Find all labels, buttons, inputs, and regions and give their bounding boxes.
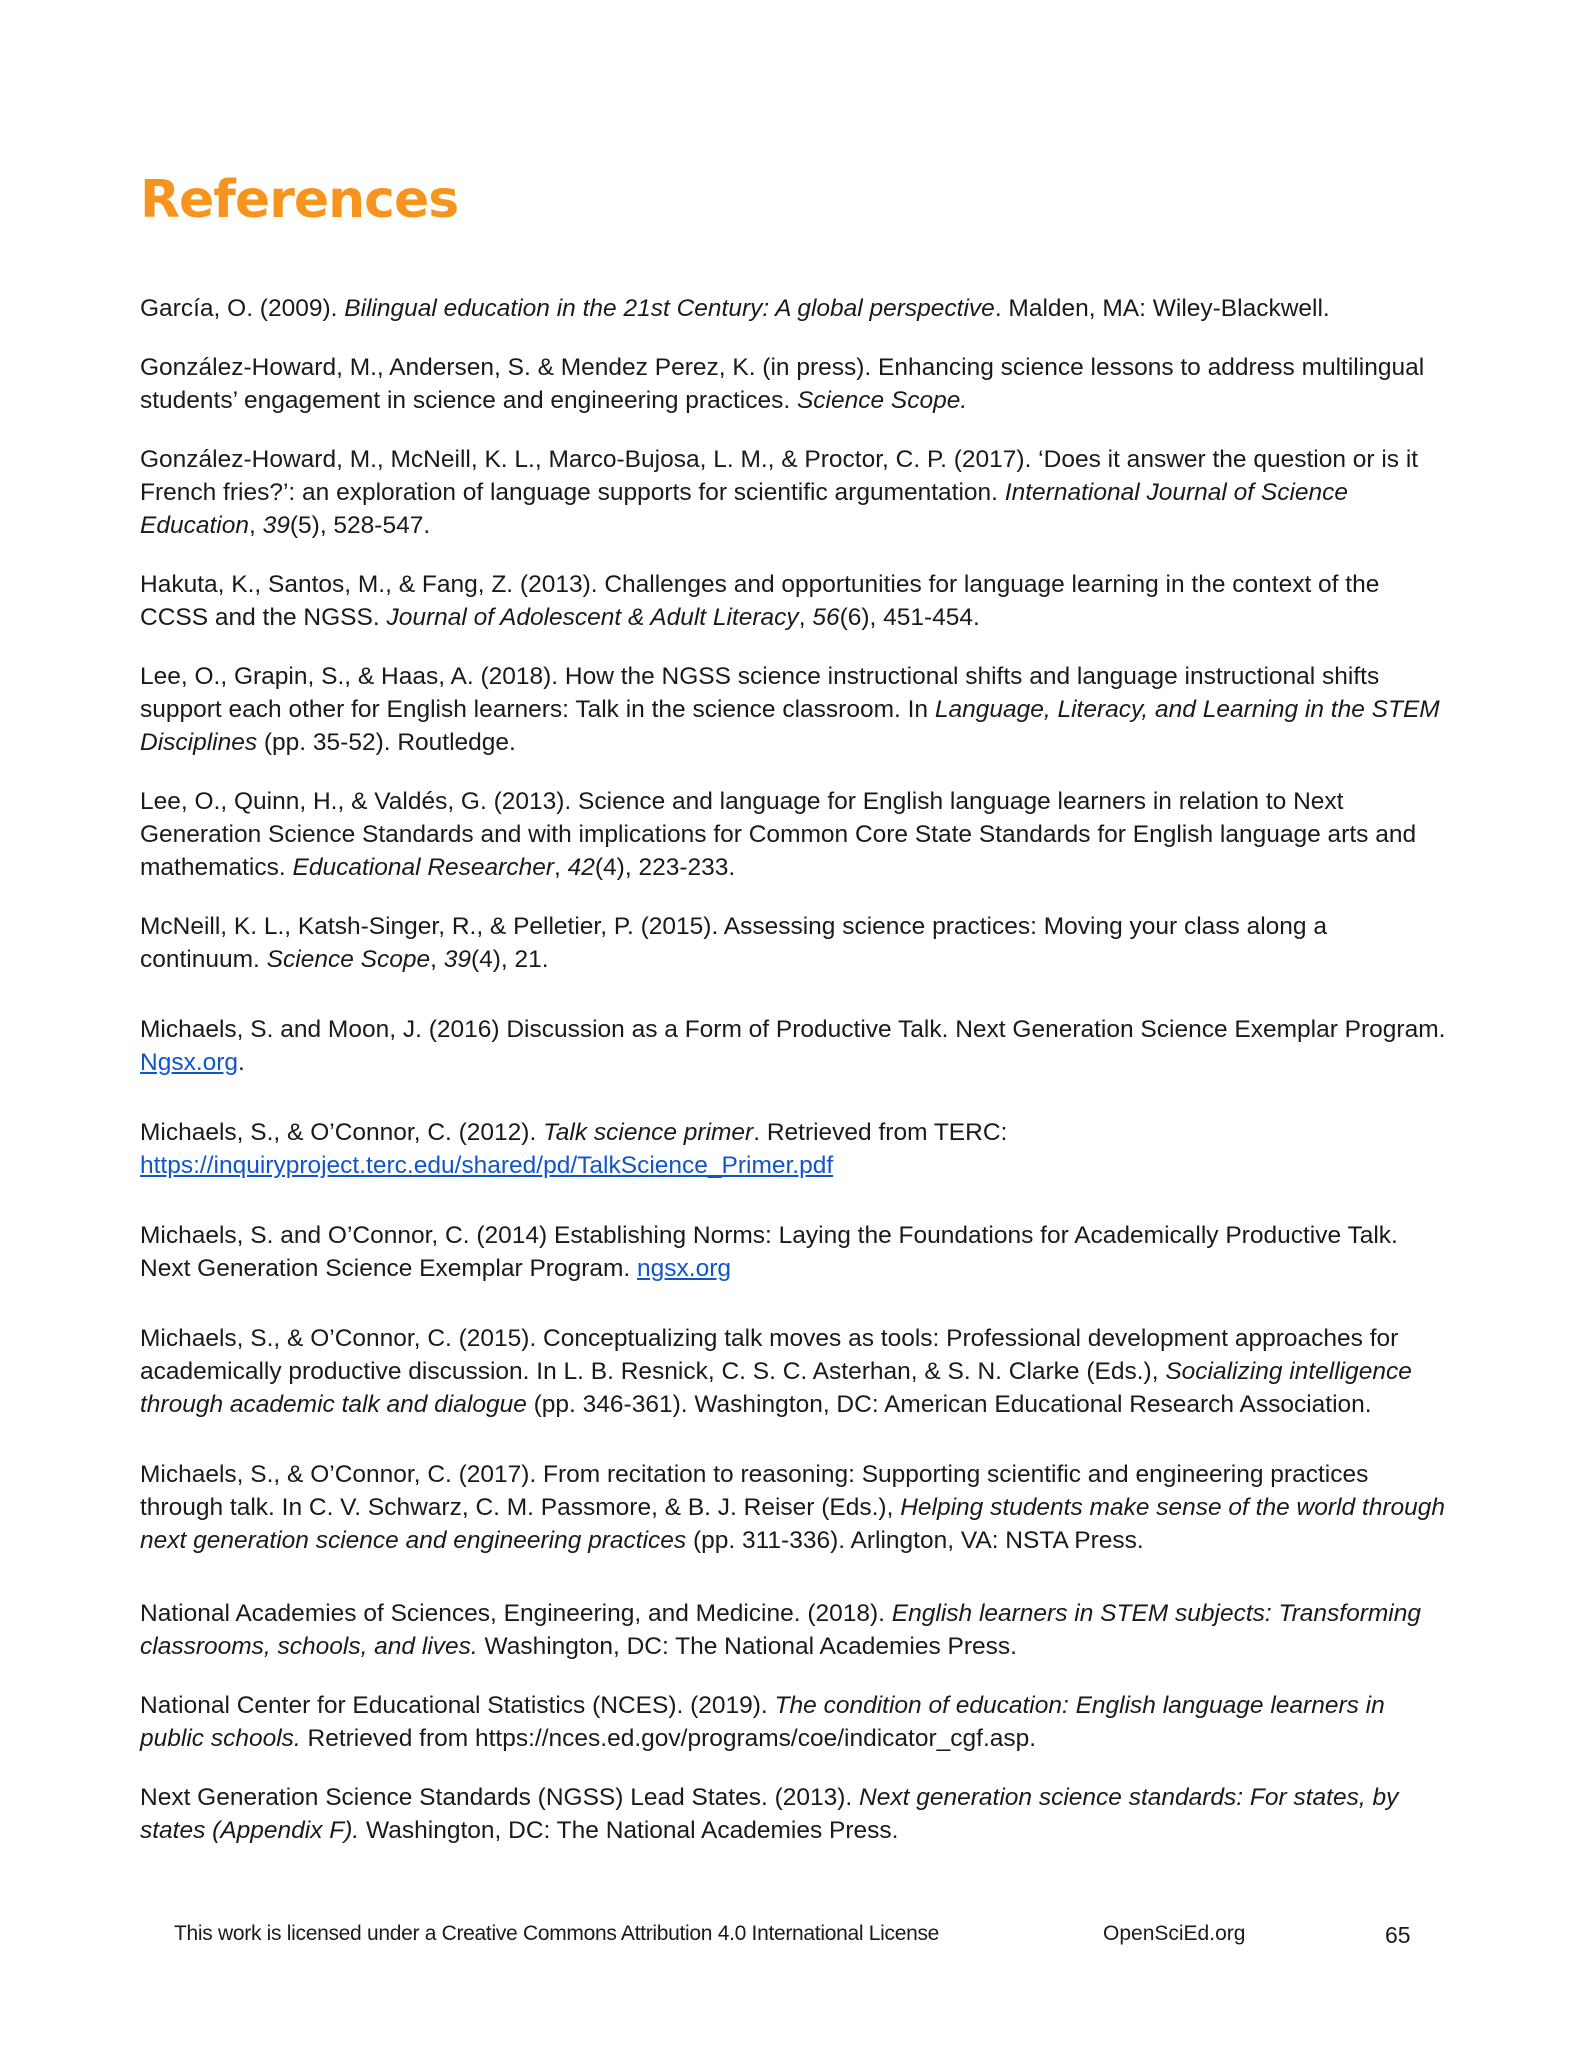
- reference-text: Michaels, S., & O’Connor, C. (2012).: [140, 1119, 544, 1146]
- reference-text: (5), 528-547.: [289, 512, 431, 539]
- reference-italic-text: English learners in STEM subjects: Transforming classrooms, schools, and lives.: [140, 1600, 1421, 1660]
- reference-italic-text: Talk science primer: [543, 1119, 754, 1146]
- reference-text: Retrieved from https://nces.ed.gov/programs/coe/indicator_cgf.asp.: [300, 1725, 1037, 1752]
- reference-text: ,: [798, 604, 813, 631]
- reference-text: (pp. 35-52). Routledge.: [257, 729, 516, 756]
- reference-text: Washington, DC: The National Academies Press.: [359, 1817, 899, 1844]
- reference-link[interactable]: Ngsx.org: [140, 1049, 239, 1076]
- reference-entry: [140, 568, 1450, 634]
- reference-text: Lee, O., Quinn, H., & Valdés, G. (2013). Science and language for English language learners in relation to Next Generation Science Standards and with implications for Common Core State Standards for English language arts and mathematics.: [140, 788, 1417, 881]
- reference-text: (4), 21.: [470, 946, 549, 973]
- reference-text: Next Generation Science Standards (NGSS) Lead States. (2013).: [140, 1784, 860, 1811]
- reference-text: ,: [430, 946, 444, 973]
- reference-text: ,: [554, 854, 568, 881]
- page-title: References: [140, 170, 459, 230]
- reference-italic-text: International Journal of Science Education: [140, 479, 1349, 539]
- reference-entry: [140, 1219, 1450, 1285]
- reference-text: (4), 223-233.: [594, 854, 736, 881]
- reference-italic-text: Socializing intelligence through academic talk and dialogue: [140, 1358, 1412, 1418]
- reference-italic-text: 56: [812, 604, 840, 631]
- reference-link[interactable]: https://inquiryproject.terc.edu/shared/pd/TalkScience_Primer.pdf: [140, 1152, 834, 1179]
- reference-italic-text: Science Scope.: [796, 387, 968, 414]
- reference-text: Michaels, S., & O’Connor, C. (2015). Conceptualizing talk moves as tools: Professional development approaches for academically productive discussion. In L. B. Resnick, C. S. C. Asterhan, & S. N. Clarke (Eds.),: [140, 1325, 1399, 1385]
- reference-text: González-Howard, M., Andersen, S. & Mendez Perez, K. (in press). Enhancing science lessons to address multilingual students’ engagement in science and engineering practices.: [140, 354, 1425, 414]
- reference-text: (6), 451-454.: [839, 604, 980, 631]
- reference-text: ,: [248, 512, 263, 539]
- reference-text: García, O. (2009).: [140, 295, 345, 322]
- reference-text: Michaels, S., & O’Connor, C. (2017). From recitation to reasoning: Supporting scientific and engineering practices through talk. In C. V. Schwarz, C. M. Passmore, & B. J. Reiser (Eds.),: [140, 1461, 1369, 1521]
- reference-text: (pp. 311-336). Arlington, VA: NSTA Press.: [686, 1527, 1144, 1554]
- license-notice: This work is licensed under a Creative Commons Attribution 4.0 International License: [174, 1922, 940, 1945]
- reference-entry: [140, 1597, 1450, 1663]
- reference-text: . Retrieved from TERC:: [753, 1119, 1008, 1146]
- page-footer: [0, 1922, 1583, 1962]
- reference-text: González-Howard, M., McNeill, K. L., Marco-Bujosa, L. M., & Proctor, C. P. (2017). ‘Does it answer the question or is it French fries?’: an exploration of language supports for scientific argumentation.: [140, 446, 1419, 506]
- references-list: [140, 292, 1450, 1847]
- reference-text: .: [238, 1049, 245, 1076]
- reference-text: Hakuta, K., Santos, M., & Fang, Z. (2013). Challenges and opportunities for language learning in the context of the CCSS and the NGSS.: [140, 571, 1380, 631]
- reference-text: . Malden, MA: Wiley-Blackwell.: [994, 295, 1330, 322]
- reference-text: National Academies of Sciences, Engineering, and Medicine. (2018).: [140, 1600, 892, 1627]
- reference-text: Lee, O., Grapin, S., & Haas, A. (2018). How the NGSS science instructional shifts and language instructional shifts support each other for English learners: Talk in the science classroom. In: [140, 663, 1380, 723]
- reference-entry: [140, 660, 1450, 759]
- reference-link[interactable]: ngsx.org: [637, 1255, 731, 1282]
- reference-italic-text: Language, Literacy, and Learning in the STEM Disciplines: [140, 696, 1440, 756]
- reference-text: National Center for Educational Statistics (NCES). (2019).: [140, 1692, 775, 1719]
- reference-entry: [140, 443, 1450, 542]
- reference-text: Washington, DC: The National Academies Press.: [477, 1633, 1017, 1660]
- reference-italic-text: 39: [443, 946, 471, 973]
- reference-italic-text: Bilingual education in the 21st Century: A global perspective: [344, 295, 995, 322]
- reference-text: Michaels, S. and Moon, J. (2016) Discussion as a Form of Productive Talk. Next Generation Science Exemplar Program.: [140, 1016, 1446, 1043]
- reference-entry: [140, 292, 1450, 325]
- reference-entry: [140, 1322, 1450, 1421]
- reference-entry: [140, 351, 1450, 417]
- footer-site: OpenSciEd.org: [1103, 1922, 1246, 1945]
- reference-italic-text: Next generation science standards: For states, by states (Appendix F).: [140, 1784, 1399, 1844]
- reference-italic-text: The condition of education: English language learners in public schools.: [140, 1692, 1385, 1752]
- reference-italic-text: Journal of Adolescent & Adult Literacy: [386, 604, 799, 631]
- reference-italic-text: 39: [262, 512, 290, 539]
- reference-entry: [140, 910, 1450, 976]
- reference-entry: [140, 1458, 1450, 1557]
- reference-italic-text: Helping students make sense of the world through next generation science and engineering practices: [140, 1494, 1445, 1554]
- reference-entry: [140, 1013, 1450, 1079]
- reference-text: Michaels, S. and O’Connor, C. (2014) Establishing Norms: Laying the Foundations for Academically Productive Talk. Next Generation Science Exemplar Program.: [140, 1222, 1398, 1282]
- reference-italic-text: Science Scope: [266, 946, 431, 973]
- reference-text: McNeill, K. L., Katsh-Singer, R., & Pelletier, P. (2015). Assessing science practices: Moving your class along a continuum.: [140, 913, 1327, 973]
- reference-entry: [140, 1689, 1450, 1755]
- page-number: 65: [1385, 1922, 1411, 1948]
- reference-italic-text: Educational Researcher: [292, 854, 554, 881]
- reference-text: (pp. 346-361). Washington, DC: American Educational Research Association.: [526, 1391, 1372, 1418]
- reference-entry: [140, 1116, 1450, 1182]
- reference-italic-text: 42: [567, 854, 595, 881]
- reference-entry: [140, 1781, 1450, 1847]
- reference-entry: [140, 785, 1450, 884]
